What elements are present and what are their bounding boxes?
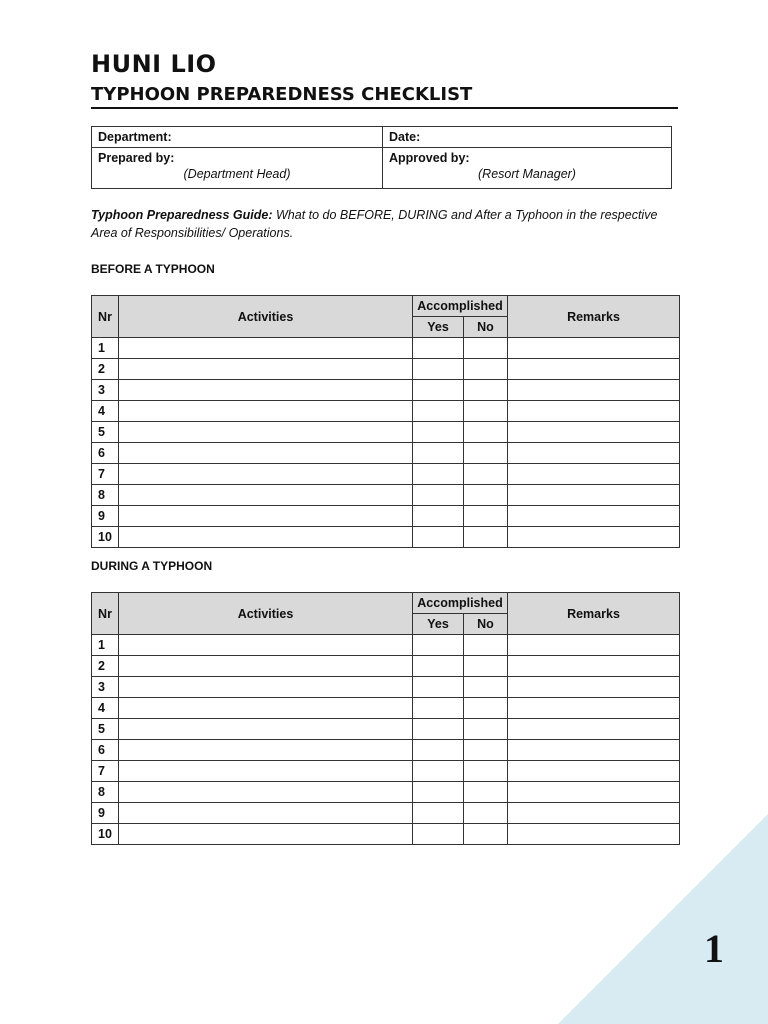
- remarks-cell[interactable]: [508, 782, 680, 803]
- guide-lead: Typhoon Preparedness Guide:: [91, 208, 273, 222]
- yes-cell[interactable]: [413, 782, 464, 803]
- activity-cell[interactable]: [119, 485, 413, 506]
- approved-by-cell[interactable]: [383, 148, 672, 189]
- row-number: 3: [92, 677, 119, 698]
- remarks-cell[interactable]: [508, 401, 680, 422]
- table-row: [92, 443, 680, 464]
- yes-cell[interactable]: [413, 719, 464, 740]
- table-row: [92, 464, 680, 485]
- table-row: [92, 719, 680, 740]
- remarks-cell[interactable]: [508, 380, 680, 401]
- col-no-header: No: [464, 614, 508, 635]
- row-number: 10: [92, 824, 119, 845]
- remarks-cell[interactable]: [508, 740, 680, 761]
- no-cell[interactable]: [464, 635, 508, 656]
- yes-cell[interactable]: [413, 656, 464, 677]
- remarks-cell[interactable]: [508, 761, 680, 782]
- col-remarks-header: Remarks: [508, 296, 680, 338]
- remarks-cell[interactable]: [508, 803, 680, 824]
- no-cell[interactable]: [464, 803, 508, 824]
- activity-cell[interactable]: [119, 422, 413, 443]
- col-nr-header: Nr: [92, 296, 119, 338]
- department-cell[interactable]: [92, 127, 383, 148]
- table-row: [92, 782, 680, 803]
- no-cell[interactable]: [464, 677, 508, 698]
- col-nr-header: Nr: [92, 593, 119, 635]
- remarks-cell[interactable]: [508, 719, 680, 740]
- yes-cell[interactable]: [413, 464, 464, 485]
- row-number: 10: [92, 527, 119, 548]
- remarks-cell[interactable]: [508, 422, 680, 443]
- no-cell[interactable]: [464, 443, 508, 464]
- row-number: 8: [92, 782, 119, 803]
- document-title: TYPHOON PREPAREDNESS CHECKLIST: [91, 84, 473, 105]
- activity-cell[interactable]: [119, 782, 413, 803]
- no-cell[interactable]: [464, 485, 508, 506]
- before-typhoon-table: [91, 295, 680, 548]
- corner-triangle-decoration: [558, 814, 768, 1024]
- activity-cell[interactable]: [119, 506, 413, 527]
- no-cell[interactable]: [464, 464, 508, 485]
- no-cell[interactable]: [464, 527, 508, 548]
- no-cell[interactable]: [464, 782, 508, 803]
- brand-name: HUNI LIO: [91, 50, 217, 78]
- table-row: [92, 359, 680, 380]
- table-row: [92, 740, 680, 761]
- yes-cell[interactable]: [413, 338, 464, 359]
- date-label: Date:: [389, 130, 421, 144]
- remarks-cell[interactable]: [508, 635, 680, 656]
- activity-cell[interactable]: [119, 401, 413, 422]
- table-row: [92, 506, 680, 527]
- guide-body: What to do BEFORE, DURING and After a Typhoon in the respective Area of Responsibilities/ Operations.: [91, 208, 658, 240]
- row-number: 5: [92, 422, 119, 443]
- no-cell[interactable]: [464, 761, 508, 782]
- no-cell[interactable]: [464, 338, 508, 359]
- no-cell[interactable]: [464, 824, 508, 845]
- table-row: [92, 338, 680, 359]
- section-label-during: DURING A TYPHOON: [91, 559, 213, 573]
- row-number: 1: [92, 338, 119, 359]
- activity-cell[interactable]: [119, 527, 413, 548]
- department-label: Department:: [98, 130, 172, 144]
- yes-cell[interactable]: [413, 740, 464, 761]
- table-row: [92, 401, 680, 422]
- row-number: 4: [92, 698, 119, 719]
- no-cell[interactable]: [464, 359, 508, 380]
- yes-cell[interactable]: [413, 698, 464, 719]
- yes-cell[interactable]: [413, 824, 464, 845]
- yes-cell[interactable]: [413, 443, 464, 464]
- table-row: [92, 485, 680, 506]
- table-row: [92, 677, 680, 698]
- col-accomplished-header: Accomplished: [413, 593, 508, 614]
- table-row: [92, 698, 680, 719]
- prepared-by-cell[interactable]: [92, 148, 383, 189]
- activity-cell[interactable]: [119, 380, 413, 401]
- remarks-cell[interactable]: [508, 656, 680, 677]
- approved-by-label: Approved by:: [389, 151, 470, 165]
- no-cell[interactable]: [464, 380, 508, 401]
- table-row: [92, 380, 680, 401]
- yes-cell[interactable]: [413, 803, 464, 824]
- activity-cell[interactable]: [119, 740, 413, 761]
- col-accomplished-header: Accomplished: [413, 296, 508, 317]
- no-cell[interactable]: [464, 401, 508, 422]
- prepared-by-sublabel: (Department Head): [183, 167, 291, 181]
- no-cell[interactable]: [464, 719, 508, 740]
- col-yes-header: Yes: [413, 317, 464, 338]
- col-remarks-header: Remarks: [508, 593, 680, 635]
- remarks-cell[interactable]: [508, 698, 680, 719]
- activity-cell[interactable]: [119, 803, 413, 824]
- yes-cell[interactable]: [413, 380, 464, 401]
- activity-cell[interactable]: [119, 338, 413, 359]
- no-cell[interactable]: [464, 506, 508, 527]
- row-number: 8: [92, 485, 119, 506]
- row-number: 6: [92, 740, 119, 761]
- activity-cell[interactable]: [119, 464, 413, 485]
- remarks-cell[interactable]: [508, 464, 680, 485]
- yes-cell[interactable]: [413, 527, 464, 548]
- activity-cell[interactable]: [119, 824, 413, 845]
- table-row: [92, 824, 680, 845]
- date-cell[interactable]: [383, 127, 672, 148]
- table-row: [92, 635, 680, 656]
- row-number: 9: [92, 506, 119, 527]
- section-label-before: BEFORE A TYPHOON: [91, 262, 215, 276]
- table-row: [92, 761, 680, 782]
- activity-cell[interactable]: [119, 698, 413, 719]
- table-row: [92, 656, 680, 677]
- row-number: 4: [92, 401, 119, 422]
- activity-cell[interactable]: [119, 656, 413, 677]
- preparedness-guide-text: [91, 206, 681, 242]
- yes-cell[interactable]: [413, 422, 464, 443]
- remarks-cell[interactable]: [508, 527, 680, 548]
- activity-cell[interactable]: [119, 761, 413, 782]
- yes-cell[interactable]: [413, 506, 464, 527]
- row-number: 6: [92, 443, 119, 464]
- row-number: 2: [92, 656, 119, 677]
- yes-cell[interactable]: [413, 635, 464, 656]
- table-row: [92, 527, 680, 548]
- activity-cell[interactable]: [119, 443, 413, 464]
- activity-cell[interactable]: [119, 359, 413, 380]
- during-typhoon-table: [91, 592, 680, 845]
- yes-cell[interactable]: [413, 401, 464, 422]
- row-number: 2: [92, 359, 119, 380]
- remarks-cell[interactable]: [508, 443, 680, 464]
- remarks-cell[interactable]: [508, 824, 680, 845]
- row-number: 1: [92, 635, 119, 656]
- row-number: 9: [92, 803, 119, 824]
- table-row: [92, 422, 680, 443]
- no-cell[interactable]: [464, 698, 508, 719]
- title-underline: [91, 107, 678, 109]
- remarks-cell[interactable]: [508, 359, 680, 380]
- yes-cell[interactable]: [413, 677, 464, 698]
- activity-cell[interactable]: [119, 635, 413, 656]
- col-no-header: No: [464, 317, 508, 338]
- row-number: 7: [92, 464, 119, 485]
- activity-cell[interactable]: [119, 719, 413, 740]
- col-yes-header: Yes: [413, 614, 464, 635]
- remarks-cell[interactable]: [508, 338, 680, 359]
- info-table: [91, 126, 672, 189]
- yes-cell[interactable]: [413, 485, 464, 506]
- page-number: 1: [704, 926, 724, 971]
- yes-cell[interactable]: [413, 761, 464, 782]
- remarks-cell[interactable]: [508, 506, 680, 527]
- col-activities-header: Activities: [119, 593, 413, 635]
- no-cell[interactable]: [464, 740, 508, 761]
- prepared-by-label: Prepared by:: [98, 151, 175, 165]
- no-cell[interactable]: [464, 656, 508, 677]
- row-number: 5: [92, 719, 119, 740]
- activity-cell[interactable]: [119, 677, 413, 698]
- approved-by-sublabel: (Resort Manager): [478, 167, 576, 181]
- remarks-cell[interactable]: [508, 485, 680, 506]
- no-cell[interactable]: [464, 422, 508, 443]
- row-number: 3: [92, 380, 119, 401]
- row-number: 7: [92, 761, 119, 782]
- table-row: [92, 803, 680, 824]
- yes-cell[interactable]: [413, 359, 464, 380]
- remarks-cell[interactable]: [508, 677, 680, 698]
- col-activities-header: Activities: [119, 296, 413, 338]
